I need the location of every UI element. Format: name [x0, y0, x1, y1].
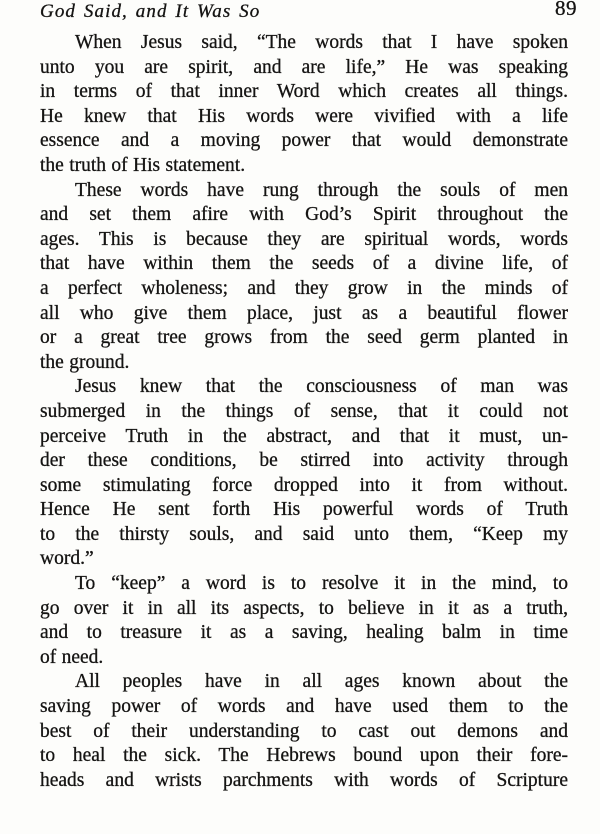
- paragraph: [40, 31, 568, 179]
- text-line: the truth of His statement.: [40, 154, 246, 176]
- page-header: [40, 0, 577, 26]
- text-line: heads and wrists parchments with words of Scripture: [40, 769, 568, 791]
- text-line: submerged in the things of sense, that it could not: [40, 400, 568, 422]
- paragraph: [40, 572, 568, 670]
- text-line: He knew that His words were vivified with a life: [40, 105, 568, 127]
- text-line: These words have rung through the souls of men: [75, 179, 568, 201]
- text-line: All peoples have in all ages known about the: [75, 671, 568, 693]
- text-line: the ground.: [40, 351, 130, 373]
- text-line: to heal the sick. The Hebrews bound upon their fore-: [40, 745, 568, 767]
- text-line: go over it in all its aspects, to believe in it as a truth,: [40, 597, 568, 619]
- text-line: To “keep” a word is to resolve it in the mind, to: [75, 573, 568, 595]
- text-line: word.”: [40, 548, 94, 570]
- text-line: to the thirsty souls, and said unto them, “Keep my: [40, 523, 568, 545]
- text-line: ages. This is because they are spiritual words, words: [40, 228, 568, 250]
- text-line: Jesus knew that the consciousness of man was: [75, 376, 568, 398]
- text-line: der these conditions, be stirred into activity through: [40, 450, 568, 472]
- page-body: [40, 31, 568, 793]
- paragraph: [40, 179, 568, 376]
- text-line: essence and a moving power that would demonstrate: [40, 130, 568, 152]
- text-line: and set them afire with God’s Spirit throughout the: [40, 204, 568, 226]
- text-line: or a great tree grows from the seed germ planted in: [40, 327, 568, 349]
- text-line: of need.: [40, 646, 104, 668]
- text-line: When Jesus said, “The words that I have spoken: [75, 32, 568, 53]
- text-line: perceive Truth in the abstract, and that it must, un-: [40, 425, 568, 447]
- text-line: best of their understanding to cast out demons and: [40, 720, 568, 742]
- text-line: some stimulating force dropped into it from without.: [40, 474, 568, 496]
- text-line: that have within them the seeds of a divine life, of: [40, 253, 568, 275]
- text-line: all who give them place, just as a beautiful flower: [40, 302, 568, 324]
- page-number: 89: [555, 0, 577, 20]
- text-line: in terms of that inner Word which creates all things.: [40, 81, 568, 103]
- text-line: unto you are spirit, and are life,” He was speaking: [40, 56, 568, 78]
- running-head: God Said, and It Was So: [40, 1, 261, 22]
- text-line: a perfect wholeness; and they grow in the minds of: [40, 277, 568, 299]
- paragraph: [40, 670, 568, 793]
- text-line: and to treasure it as a saving, healing balm in time: [40, 622, 568, 644]
- paragraph: [40, 375, 568, 572]
- text-line: Hence He sent forth His powerful words of Truth: [40, 499, 568, 521]
- text-line: saving power of words and have used them to the: [40, 696, 568, 718]
